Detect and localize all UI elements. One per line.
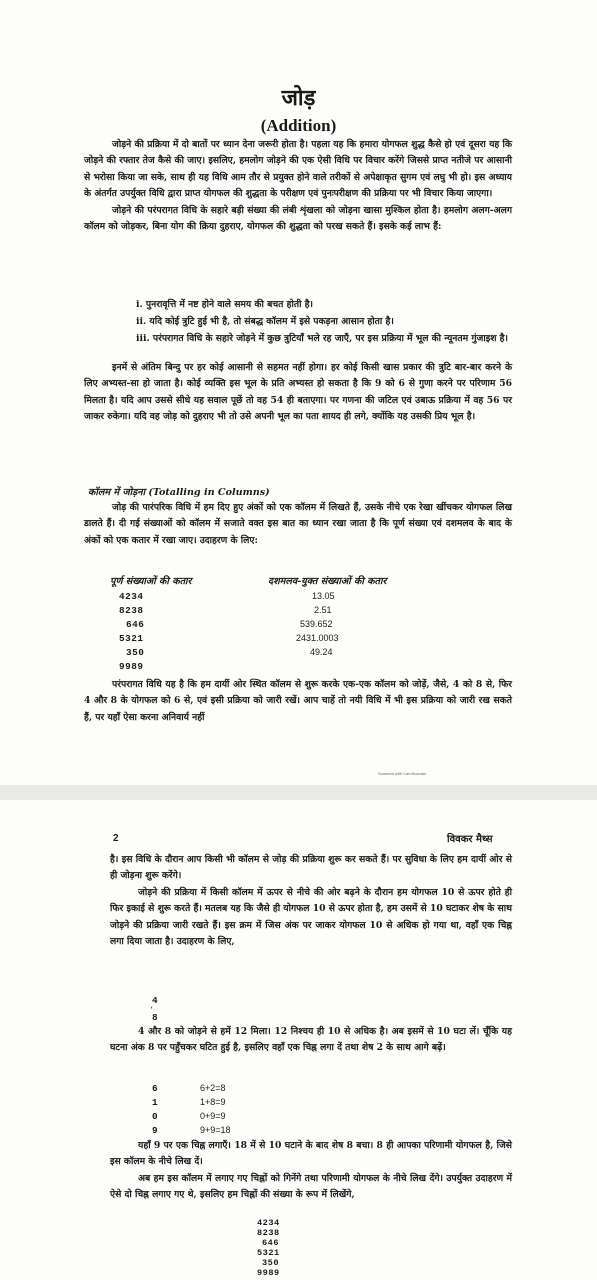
paragraph-5: परंपरागत विधि यह है कि हम दायीं ओर स्थित कॉलम से शुरू करके एक-एक कॉलम को जोड़ें, जैसे, 4 को 8 से, फिर 4 और 8 के योगफल को 6 से, एवं इसी प्रक्रिया को जारी रखें। आप चाहें तो नयी विधि में भी इस प्रक्रिया को जारी रख सकते हैं, पर यहाँ ऐसा करना अनिवार्य नहीं <box>84 679 512 723</box>
decimal-numbers-column-heading: दशमलव-युक्त संख्याओं की कतार <box>268 576 387 587</box>
p2-paragraph-4-wrap <box>110 1138 512 1204</box>
example-operation: 0+9=9 <box>200 1111 226 1121</box>
scanner-watermark: Scanned with CamScanner <box>378 771 427 776</box>
paragraph-4-wrap <box>84 500 512 549</box>
example-operation: 9+9=18 <box>200 1125 231 1135</box>
example-number: 5321 <box>257 1248 280 1258</box>
decimal-number-value: 539.652 <box>300 619 333 629</box>
p2-paragraph-1: है। इस विधि के दौरान आप किसी भी कॉलम से जोड़ की प्रक्रिया शुरू कर सकते हैं। पर सुविधा के लिए हम दायीं ओर से ही जोड़ना शुरू करेंगे। <box>110 854 512 882</box>
whole-number-value: 5321 <box>119 633 144 644</box>
example-number: 9989 <box>257 1268 280 1278</box>
whole-number-value: 646 <box>126 619 145 630</box>
chapter-title-english: (Addition) <box>260 116 337 135</box>
page-number: 2 <box>113 833 119 844</box>
example-number: 646 <box>262 1238 279 1248</box>
p2-paragraph-2: जोड़ने की प्रक्रिया में किसी कॉलम में ऊपर से नीचे की ओर बढ़ने के दौरान हम योगफल 10 से ऊपर होते ही फिर इकाई से शुरू करते हैं। मतलब यह कि जैसे ही योगफल 10 से ऊपर होता है, हम उसमें से 10 घटाकर शेष के साथ जोड़ने की प्रक्रिया जारी रखते हैं। इस क्रम में जिस अंक पर जाकर योगफल 10 से अधिक हो गया था, वहाँ एक चिह्न लगा दिया जाता है। उदाहरण के लिए, <box>110 886 512 948</box>
paragraph-5-wrap <box>84 677 512 726</box>
example-digit: 9 <box>152 1125 159 1136</box>
decimal-number-value: 49.24 <box>310 647 333 657</box>
benefit-item-3: iii. परंपरागत विधि के सहारे जोड़ने में कुछ त्रुटियाँ भले रह जाएँ, पर इस प्रक्रिया में भूल की न्यूनतम गुंजाइश है। <box>136 333 509 344</box>
paragraph-3: इनमें से अंतिम बिन्दु पर हर कोई आसानी से सहमत नहीं होगा। हर कोई किसी खास प्रकार की त्रुटि बार-बार करने के लिए अभ्यस्त-सा हो जाता है। कोई व्यक्ति इस भूल के प्रति अभ्यस्त हो सकता है कि 9 को 6 से गुणा करने पर परिणाम 56 मिलता है। यदि आप उससे सीधे यह सवाल पूछें तो वह 54 ही बताएगा। पर गणना की जटिल एवं उबाऊ प्रक्रिया में वह 56 पर जाकर रुकेगा। यदि वह जोड़ को दुहराए भी तो उसे अपनी भूल का पता शायद ही लगे, क्योंकि यह उसकी प्रिय भूल है। <box>84 362 512 423</box>
decimal-number-value: 2.51 <box>314 605 332 615</box>
example-operation: 1+8=9 <box>200 1097 226 1107</box>
example-digit: 0 <box>152 1111 159 1122</box>
example-number: 8238 <box>257 1228 280 1238</box>
p2-paragraph-3: 4 और 8 को जोड़ने से हमें 12 मिला। 12 निश्चय ही 10 से अधिक है। अब इसमें से 10 घटा लें। चूँकि यह घटना अंक 8 पर पहुँचकर घटित हुई है, इसलिए वहाँ एक चिह्न लगा दें तथा शेष 2 के साथ आगे बढ़ें। <box>110 1026 512 1054</box>
example-number: 350 <box>262 1258 279 1268</box>
page-separator <box>0 785 597 800</box>
decimal-number-value: 13.05 <box>312 591 335 601</box>
running-head: विवकर मैथ्स <box>447 834 493 845</box>
p2-paragraph-3-wrap <box>110 1024 512 1057</box>
whole-number-value: 8238 <box>119 605 144 616</box>
whole-numbers-column-heading: पूर्ण संख्याओं की कतार <box>110 576 192 587</box>
tick-mark-icon: ‘ <box>150 1006 153 1016</box>
benefit-item-2: ii. यदि कोई त्रुटि हुई भी है, तो संबद्ध कॉलम में इसे पकड़ना आसान होता है। <box>136 316 394 327</box>
example-operation: 6+2=8 <box>200 1083 226 1093</box>
paragraph-1: जोड़ने की प्रक्रिया में दो बातों पर ध्यान देना जरूरी होता है। पहला यह कि हमारा योगफल शुद्ध कैसे हो एवं दूसरा यह कि जोड़ने की रफ्तार तेज कैसे की जाए। इसलिए, हमलोग जोड़ने की एक ऐसी विधि पर विचार करेंगे जिससे प्राप्त नतीजे पर आसानी से भरोसा किया जा सके, साथ ही यह विधि आम तौर से प्रयुक्त होने वाले तरीकों से अपेक्षाकृत सुगम एवं लघु भी हो। इस अध्याय के अंतर्गत उपर्युक्त विधि द्वारा प्राप्त योगफल की शुद्धता के परीक्षण एवं पुनःपरीक्षण की प्रक्रिया पर भी विचार किया जाएगा। <box>84 139 512 200</box>
whole-number-value: 350 <box>126 647 145 658</box>
example-digit: 6 <box>152 1083 159 1094</box>
paragraph-intro <box>84 137 512 235</box>
example-digit: 1 <box>152 1097 159 1108</box>
document-page-2 <box>0 800 597 1280</box>
section-heading: कॉलम में जोड़ना (Totalling in Columns) <box>88 487 270 498</box>
decimal-number-value: 2431.0003 <box>296 633 339 643</box>
p2-paragraphs <box>110 852 512 950</box>
benefit-item-1: i. पुनरावृत्ति में नष्ट होने वाले समय की बचत होती है। <box>136 299 314 310</box>
paragraph-3-wrap <box>84 360 512 426</box>
chapter-title-hindi: जोड़ <box>281 85 316 111</box>
example-digit: 8 <box>152 1012 159 1023</box>
paragraph-4: जोड़ की पारंपरिक विधि में हम दिए हुए अंकों को एक कॉलम में लिखते हैं, उसके नीचे एक रेखा खींचकर योगफल लिख डालते हैं। दी गई संख्याओं को कॉलम में सजाते वक्त इस बात का ध्यान रखा जाता है कि पूर्ण संख्या एवं दशमलव के बाद के अंकों को एक कतार में रखा जाए। उदाहरण के लिए: <box>84 502 512 546</box>
p2-paragraph-5: अब हम इस कॉलम में लगाए गए चिह्नों को गिनेंगे तथा परिणामी योगफल के नीचे लिख देंगे। उपर्युक्त उदाहरण में ऐसे दो चिह्न लगाए गए थे, इसलिए हम चिह्नों की संख्या के रूप में लिखेंगे, <box>110 1172 512 1201</box>
example-number: 4234 <box>257 1218 280 1228</box>
example-digit: 4 <box>152 995 159 1006</box>
paragraph-2: जोड़ने की परंपरागत विधि के सहारे बड़ी संख्या की लंबी शृंखला को जोड़ना खासा मुश्किल होता है। हमलोग अलग-अलग कॉलम को जोड़कर, बिना योग की क्रिया दुहराए, योगफल की शुद्धता को परख सकते हैं। इसके कई लाभ हैं: <box>84 204 512 233</box>
p2-paragraph-4: यहाँ 9 पर एक चिह्न लगाएँ। 18 में से 10 घटाने के बाद शेष 8 बचा। 8 ही आपका परिणामी योगफल है, जिसे इस कॉलम के नीचे लिख दें। <box>110 1140 512 1168</box>
whole-number-value: 9989 <box>119 661 144 672</box>
whole-number-value: 4234 <box>119 591 144 602</box>
